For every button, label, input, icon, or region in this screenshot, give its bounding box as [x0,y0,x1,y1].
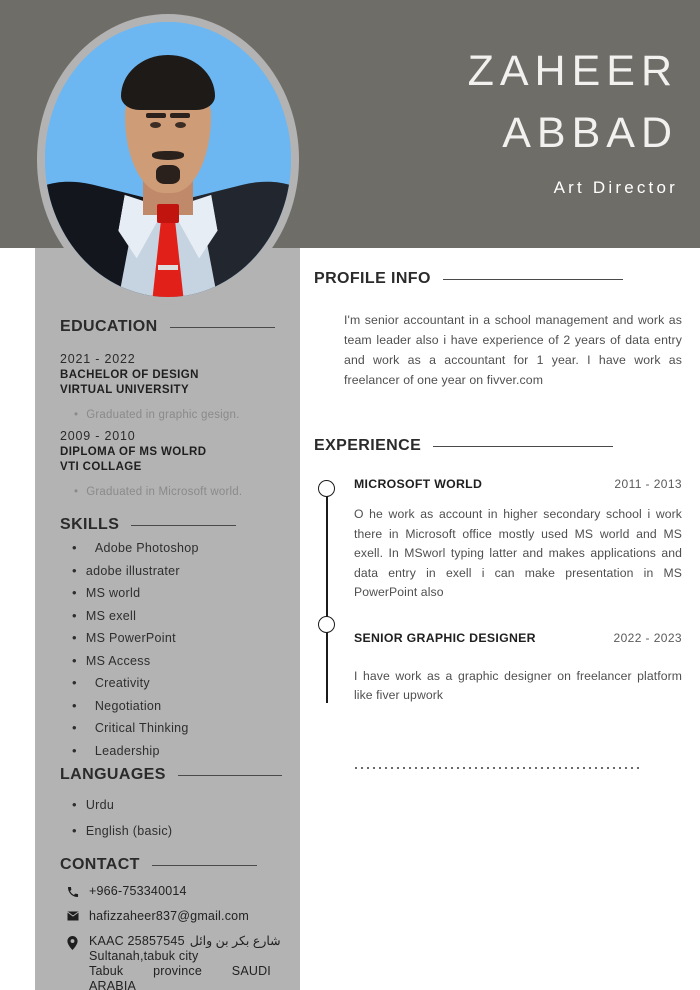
list-item [60,792,282,818]
heading-rule [433,446,613,447]
experience-entry-header [354,477,682,491]
skill-label: MS PowerPoint [85,631,176,645]
education-note [60,486,282,498]
skill-label: adobe illustrater [85,563,180,578]
bullet-icon: • [74,486,79,498]
skills-title: SKILLS [60,516,120,533]
job-title: Art Director [553,178,678,197]
bullet-icon: • [72,697,77,713]
list-item [60,672,282,695]
list-item [60,740,282,763]
languages-heading [60,766,282,784]
skills-list [60,537,282,762]
education-entry [60,429,282,498]
contact-email-text: hafizzaheer837@gmail.com [89,909,249,923]
contact-address-row [60,934,282,990]
education-note-text: Graduated in Microsoft world. [86,486,243,498]
contact-title: CONTACT [60,856,140,873]
heading-rule [443,279,623,280]
skill-label: MS exell [85,608,137,623]
skill-label: MS world [85,586,141,600]
address-city: Tabuk [89,964,124,978]
list-item [60,560,282,583]
envelope-icon [66,911,79,921]
experience-timeline [314,477,682,706]
education-entry [60,352,282,421]
skill-label: Adobe Photoshop [94,541,199,555]
contact-list [60,884,282,990]
photo-necktie-knot [157,204,179,223]
list-item [60,818,282,844]
photo-tie-clip [158,265,178,269]
heading-rule [152,865,257,866]
bullet-icon: • [72,607,77,623]
map-pin-icon [66,936,79,950]
education-degree: BACHELOR OF DESIGN [60,369,199,381]
photo-moustache [152,151,184,159]
photo-beard [156,165,181,184]
watermark-text: حراج [590,939,654,972]
photo-eyebrow-left [146,113,166,118]
address-line-3 [89,964,271,979]
education-degree: DIPLOMA OF MS WOLRD [60,446,207,458]
experience-role: MICROSOFT WORLD [354,477,483,491]
contact-email-row[interactable] [60,909,282,924]
experience-description: I have work as a graphic designer on freelancer platform like fiver upwork [354,668,682,702]
first-name: ZAHEER [467,47,678,95]
experience-entry [354,631,682,706]
education-heading [60,318,282,336]
education-school: VTI COLLAGE [60,461,142,473]
bullet-icon: • [72,585,77,600]
list-item [60,650,282,673]
name-block [468,40,678,198]
profile-text: I'm senior accountant in a school management and work as team leader also i have experience of 2 years of data entry and work as a accountant for 1 year. I have work as freelancer of one year on fivver.com [344,313,682,387]
profile-photo [45,22,291,297]
address-line-1 [89,934,281,949]
address-country-1: SAUDI [231,964,271,978]
experience-heading [314,437,682,455]
heading-rule [170,327,275,328]
list-item [60,537,282,560]
photo-eyebrow-right [170,113,190,118]
skill-label: MS Access [85,653,151,668]
profile-photo-frame [37,14,299,305]
last-name: ABBAD [502,109,678,157]
education-title: EDUCATION [60,318,158,335]
education-note [60,409,282,421]
experience-description: O he work as account in higher secondary school i work there in Microsoft office mostly used MS world and MS exell. In MSworl typing latter and makes applications and data entry in exell i can make presentation in MS PowerPoint also [354,507,682,599]
experience-title: EXPERIENCE [314,437,422,454]
bullet-icon: • [72,675,77,690]
contact-phone-text: +966-753340014 [89,884,187,898]
skills-heading [60,516,282,534]
bullet-icon: • [72,652,77,668]
education-years: 2021 - 2022 [60,352,136,366]
list-item [60,605,282,628]
experience-role: SENIOR GRAPHIC DESIGNER [354,630,536,645]
address-province: province [153,964,202,978]
timeline-line [326,489,328,703]
experience-dates: 2011 - 2013 [614,477,682,491]
sidebar-content [60,318,282,990]
profile-title: PROFILE INFO [314,270,431,287]
skill-label: Creativity [94,676,150,690]
address-kaac: KAAC 25857545 [89,934,185,948]
list-item [60,717,282,740]
timeline-marker [318,616,335,633]
language-label: Urdu [85,798,115,812]
languages-title: LANGUAGES [60,766,166,783]
heading-rule [178,775,282,776]
address-arabic: شارع بكر بن وائل [189,934,281,948]
main-content [314,270,682,706]
education-note-text: Graduated in graphic gesign. [86,409,240,421]
list-item [60,582,282,605]
experience-entry [354,477,682,603]
sidebar-panel [35,248,300,990]
education-years: 2009 - 2010 [60,429,136,443]
heading-rule [131,525,236,526]
experience-dates: 2022 - 2023 [613,630,682,645]
bullet-icon: • [72,630,77,645]
list-item [60,695,282,718]
address-line-4: ARABIA [89,979,137,990]
timeline-marker [318,480,335,497]
bullet-icon: • [72,742,77,758]
phone-icon [66,886,79,898]
dotted-divider [353,765,643,769]
skill-label: Leadership [94,743,160,758]
bullet-icon: • [72,720,77,735]
bullet-icon: • [72,823,77,838]
experience-entry-header [354,631,682,645]
bullet-icon: • [72,562,77,578]
bullet-icon: • [72,797,77,812]
contact-heading [60,856,282,874]
contact-address-text [89,934,281,990]
skill-label: Critical Thinking [94,721,189,735]
language-label: English (basic) [85,824,173,838]
bullet-icon: • [72,540,77,555]
languages-list [60,792,282,844]
education-school: VIRTUAL UNIVERSITY [60,384,190,396]
list-item [60,627,282,650]
watermark [562,934,682,978]
contact-phone-row[interactable] [60,884,282,899]
address-line-2: Sultanah,tabuk city [89,949,199,963]
skill-label: Negotiation [94,698,162,713]
profile-heading [314,270,682,288]
bullet-icon: • [74,409,79,421]
